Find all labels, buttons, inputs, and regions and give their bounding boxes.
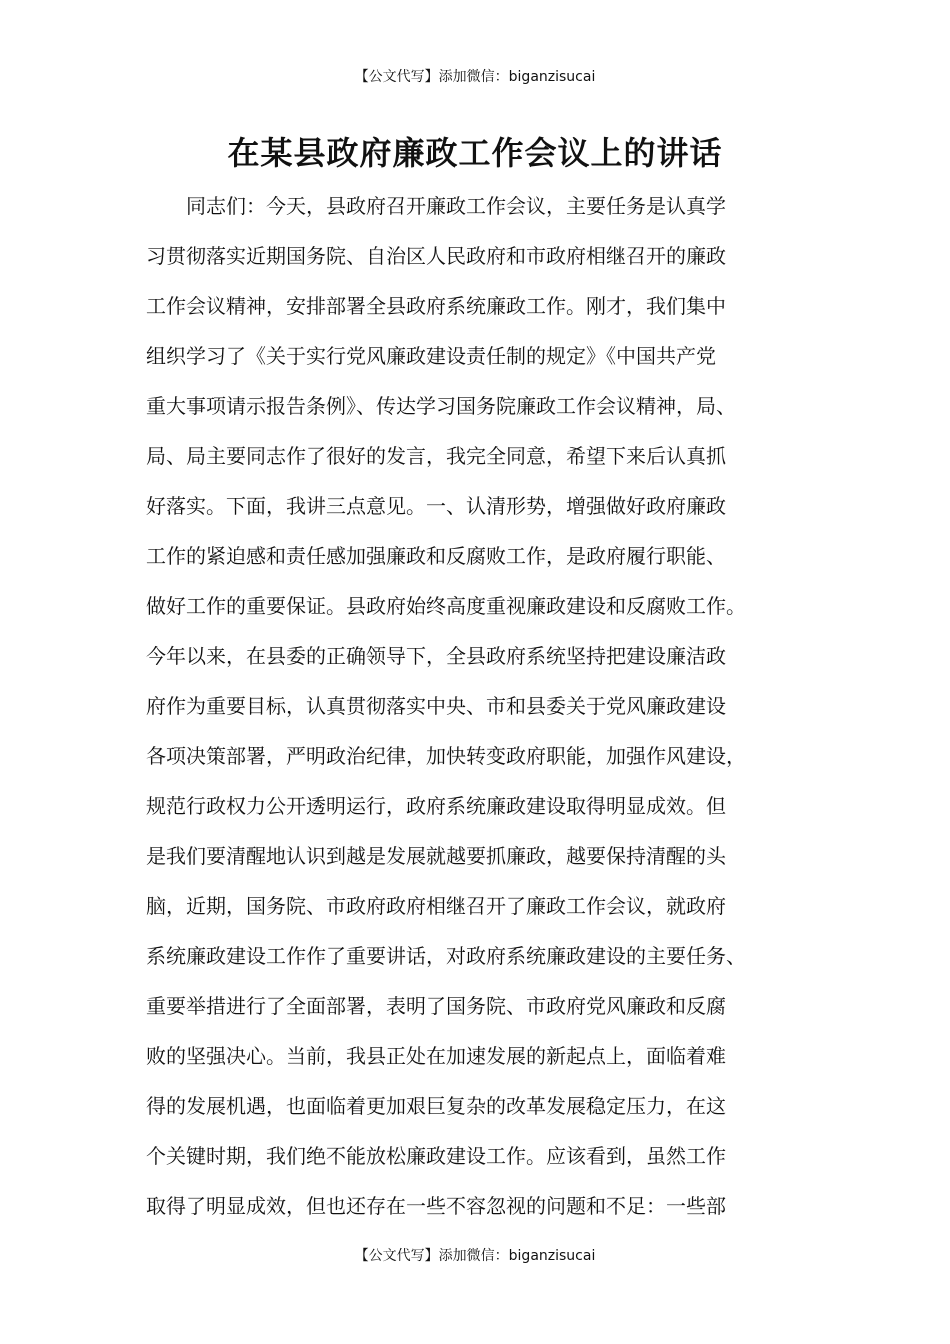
text-line: 做好工作的重要保证。县政府始终高度重视廉政建设和反腐败工作。 <box>146 594 746 618</box>
text-line: 规范行政权力公开透明运行，政府系统廉政建设取得明显成效。但 <box>146 794 726 818</box>
text-line: 好落实。下面，我讲三点意见。一、认清形势，增强做好政府廉政 <box>146 494 726 518</box>
text-line: 重大事项请示报告条例》、传达学习国务院廉政工作会议精神，局、 <box>146 394 736 418</box>
text-line: 个关键时期，我们绝不能放松廉政建设工作。应该看到，虽然工作 <box>146 1144 726 1168</box>
text-line: 重要举措进行了全面部署，表明了国务院、市政府党风廉政和反腐 <box>146 994 726 1018</box>
text-line: 工作的紧迫感和责任感加强廉政和反腐败工作，是政府履行职能、 <box>146 544 726 568</box>
text-line: 取得了明显成效，但也还存在一些不容忽视的问题和不足：一些部 <box>146 1194 726 1218</box>
body-text <box>146 181 826 1231</box>
text-line: 败的坚强决心。当前，我县正处在加速发展的新起点上，面临着难 <box>146 1044 726 1068</box>
text-line: 系统廉政建设工作作了重要讲话，对政府系统廉政建设的主要任务、 <box>146 944 746 968</box>
page-footer: 【公文代写】添加微信：biganzisucai <box>354 1248 596 1264</box>
text-line: 脑，近期，国务院、市政府政府相继召开了廉政工作会议，就政府 <box>146 894 726 918</box>
text-line: 是我们要清醒地认识到越是发展就越要抓廉政，越要保持清醒的头 <box>146 844 726 868</box>
text-line: 府作为重要目标，认真贯彻落实中央、市和县委关于党风廉政建设 <box>146 694 726 718</box>
text-line: 各项决策部署，严明政治纪律，加快转变政府职能，加强作风建设， <box>146 744 746 768</box>
text-line: 习贯彻落实近期国务院、自治区人民政府和市政府相继召开的廉政 <box>146 244 726 268</box>
text-line: 今年以来，在县委的正确领导下，全县政府系统坚持把建设廉洁政 <box>146 644 726 668</box>
text-line: 组织学习了《关于实行党风廉政建设责任制的规定》《中国共产党 <box>146 344 716 368</box>
page-header: 【公文代写】添加微信：biganzisucai <box>354 69 596 85</box>
text-line: 局、局主要同志作了很好的发言，我完全同意，希望下来后认真抓 <box>146 444 726 468</box>
text-line: 同志们：今天，县政府召开廉政工作会议，主要任务是认真学 <box>146 194 726 218</box>
text-line: 得的发展机遇，也面临着更加艰巨复杂的改革发展稳定压力，在这 <box>146 1094 726 1118</box>
document-title: 在某县政府廉政工作会议上的讲话 <box>227 134 723 172</box>
text-line: 工作会议精神，安排部署全县政府系统廉政工作。刚才，我们集中 <box>146 294 726 318</box>
